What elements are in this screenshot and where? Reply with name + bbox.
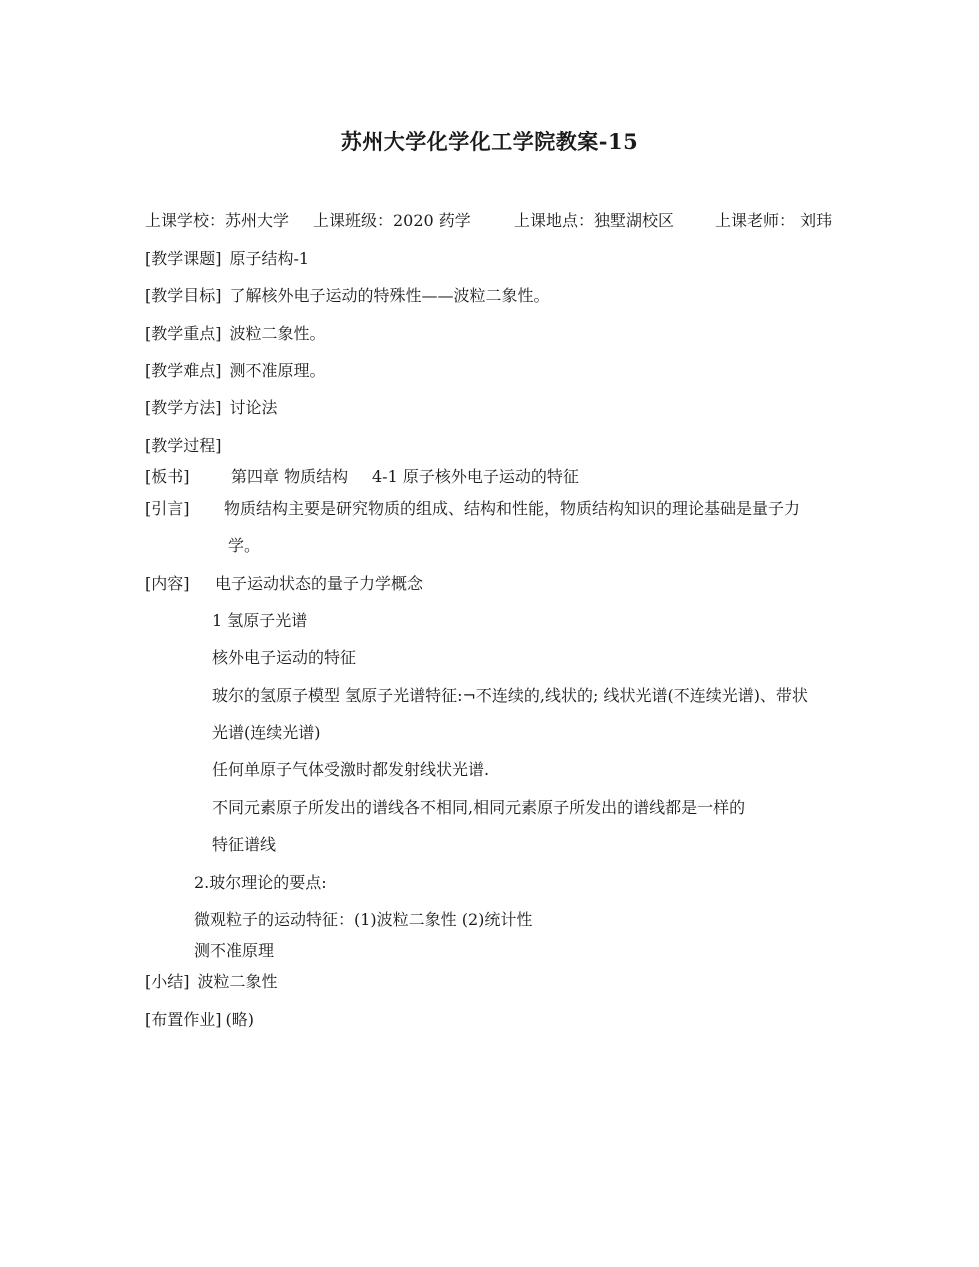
homework-line	[145, 1010, 254, 1030]
content-item-8: 微观粒子的运动特征：(1)波粒二象性 (2)统计性	[194, 910, 533, 929]
document-title: 苏州大学化学化工学院教案-15	[340, 129, 639, 154]
process-tag: [教学过程]	[145, 436, 222, 455]
content-item-5: 不同元素原子所发出的谱线各不相同,相同元素原子所发出的谱线都是一样的	[212, 798, 746, 817]
teacher-info: 上课老师： 刘玮	[715, 211, 833, 230]
intro-tag: [引言]	[145, 499, 190, 518]
class-info: 上课班级：2020 药学	[313, 211, 471, 230]
intro-line-2: 学。	[228, 536, 261, 555]
topic-tag: [教学课题]	[145, 249, 222, 268]
homework-tag: [布置作业]	[145, 1010, 222, 1029]
summary-text: 波粒二象性	[197, 972, 278, 991]
content-item-3-line-2: 光谱(连续光谱)	[212, 723, 321, 742]
content-item-2: 核外电子运动的特征	[212, 648, 357, 667]
key-point-text: 波粒二象性。	[229, 324, 326, 343]
topic-line	[145, 249, 309, 269]
content-item-3-line-1: 玻尔的氢原子模型 氢原子光谱特征:¬不连续的,线状的; 线状光谱(不连续光谱)、带状	[212, 686, 808, 705]
content-item-4: 任何单原子气体受激时都发射线状光谱.	[212, 760, 490, 779]
board-tag: [板书]	[145, 467, 190, 486]
difficulty-text: 测不准原理。	[229, 361, 326, 380]
goal-line	[145, 286, 550, 306]
location-info: 上课地点：独墅湖校区	[514, 211, 675, 230]
content-item-1: 1 氢原子光谱	[212, 611, 308, 630]
summary-line	[145, 972, 278, 992]
process-line	[145, 436, 222, 456]
goal-tag: [教学目标]	[145, 286, 222, 305]
goal-text: 了解核外电子运动的特殊性——波粒二象性。	[229, 286, 550, 305]
method-tag: [教学方法]	[145, 398, 222, 417]
content-item-7: 2.玻尔理论的要点:	[194, 873, 327, 892]
content-item-6: 特征谱线	[212, 835, 277, 854]
difficulty-tag: [教学难点]	[145, 361, 222, 380]
content-item-9: 测不准原理	[194, 941, 275, 960]
key-point-line	[145, 324, 326, 344]
board-section: 4-1 原子核外电子运动的特征	[372, 467, 579, 486]
homework-text: (略)	[225, 1010, 254, 1029]
key-point-tag: [教学重点]	[145, 324, 222, 343]
method-line	[145, 398, 278, 418]
summary-tag: [小结]	[145, 972, 190, 991]
school-info: 上课学校：苏州大学	[145, 211, 290, 230]
method-text: 讨论法	[229, 398, 278, 417]
content-heading: 电子运动状态的量子力学概念	[215, 574, 424, 593]
topic-text: 原子结构-1	[229, 249, 310, 268]
board-chapter: 第四章 物质结构	[231, 467, 349, 486]
difficulty-line	[145, 361, 326, 381]
board-line	[145, 467, 190, 487]
intro-line-1: 物质结构主要是研究物质的组成、结构和性能，物质结构知识的理论基础是量子力	[224, 499, 801, 518]
content-tag: [内容]	[145, 574, 190, 593]
